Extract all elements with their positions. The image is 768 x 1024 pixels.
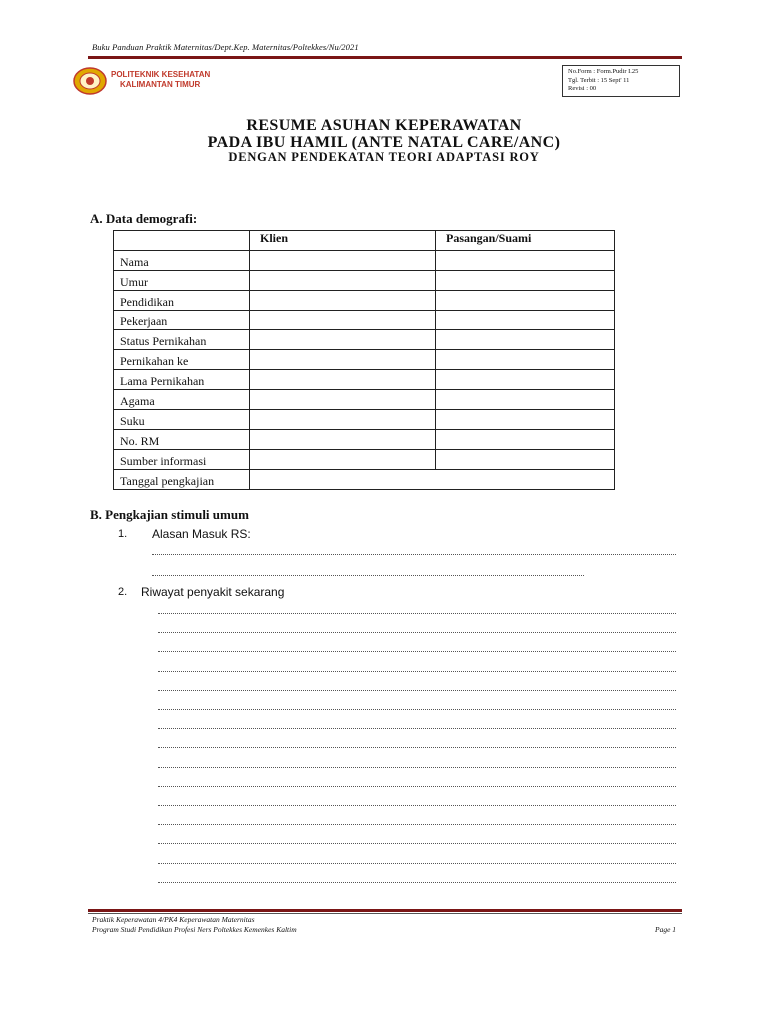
answer-line[interactable] (158, 709, 676, 710)
institution-logo (72, 66, 108, 96)
footer-course: Praktik Keperawatan 4/PK4 Keperawatan Maternitas (92, 915, 255, 924)
klien-field[interactable] (250, 429, 436, 449)
document-subtitle: DENGAN PENDEKATAN TEORI ADAPTASI ROY (228, 150, 540, 164)
pasangan-field[interactable] (436, 390, 615, 410)
footer-rule (88, 909, 682, 912)
footer-rule-thin (88, 913, 682, 914)
section-b-heading: B. Pengkajian stimuli umum (90, 507, 249, 522)
table-header-row (114, 231, 615, 251)
row-label: Lama Pernikahan (114, 370, 250, 390)
pasangan-field[interactable] (436, 350, 615, 370)
section-a-heading: A. Data demografi: (90, 211, 198, 226)
pasangan-field[interactable] (436, 330, 615, 350)
table-row (114, 250, 615, 270)
klien-field[interactable] (250, 449, 436, 469)
header-rule (88, 56, 682, 59)
question-1-label: Alasan Masuk RS: (152, 527, 251, 541)
answer-line[interactable] (152, 554, 676, 555)
pasangan-field[interactable] (436, 370, 615, 390)
document-title-line1: RESUME ASUHAN KEPERAWATAN (246, 117, 522, 134)
table-header-cell: Pasangan/Suami (436, 231, 615, 251)
form-info-box (562, 65, 680, 97)
answer-line[interactable] (158, 728, 676, 729)
answer-line[interactable] (158, 786, 676, 787)
pasangan-field[interactable] (436, 270, 615, 290)
question-2-number: 2. (118, 586, 128, 598)
row-label: Sumber informasi (114, 449, 250, 469)
form-issue-date: Tgl. Terbit : 15 Sept' 11 (568, 76, 630, 84)
table-row (114, 310, 615, 330)
table-row (114, 390, 615, 410)
institution-name-line1: POLITEKNIK KESEHATAN (111, 70, 211, 79)
table-row (114, 429, 615, 449)
klien-field[interactable] (250, 250, 436, 270)
answer-line[interactable] (158, 671, 676, 672)
answer-line[interactable] (158, 613, 676, 614)
answer-line[interactable] (158, 747, 676, 748)
row-label: Status Pernikahan (114, 330, 250, 350)
answer-line[interactable] (158, 767, 676, 768)
row-label: Nama (114, 250, 250, 270)
form-revision: Revisi : 00 (568, 85, 597, 92)
table-header-cell (114, 231, 250, 251)
klien-field[interactable] (250, 370, 436, 390)
table-row (114, 449, 615, 469)
answer-line[interactable] (158, 805, 676, 806)
footer-program: Program Studi Pendidikan Profesi Ners Poltekkes Kemenkes Kaltim (92, 925, 297, 934)
klien-field[interactable] (250, 310, 436, 330)
klien-field[interactable] (250, 270, 436, 290)
answer-line[interactable] (158, 690, 676, 691)
institution-name-line2: KALIMANTAN TIMUR (120, 80, 201, 89)
answer-line[interactable] (158, 824, 676, 825)
table-header-cell: Klien (250, 231, 436, 251)
pasangan-field[interactable] (436, 410, 615, 430)
row-label: No. RM (114, 429, 250, 449)
table-row (114, 330, 615, 350)
answer-line[interactable] (158, 651, 676, 652)
klien-field[interactable] (250, 410, 436, 430)
pasangan-field[interactable] (436, 250, 615, 270)
row-label: Agama (114, 390, 250, 410)
row-label: Umur (114, 270, 250, 290)
pasangan-field[interactable] (436, 290, 615, 310)
table-row (114, 370, 615, 390)
klien-field[interactable] (250, 390, 436, 410)
logo-emblem-icon (72, 66, 108, 96)
form-number: No.Form : Form.Pudir I.25 (568, 68, 639, 75)
pasangan-field[interactable] (436, 429, 615, 449)
question-1-number: 1. (118, 528, 128, 540)
klien-field[interactable] (250, 290, 436, 310)
row-label: Suku (114, 410, 250, 430)
answer-line[interactable] (152, 575, 584, 576)
row-label: Pendidikan (114, 290, 250, 310)
table-row (114, 270, 615, 290)
table-row-date (114, 469, 615, 489)
table-row (114, 410, 615, 430)
assessment-date-field[interactable] (250, 469, 615, 489)
table-row (114, 290, 615, 310)
answer-line[interactable] (158, 882, 676, 883)
table-row (114, 350, 615, 370)
klien-field[interactable] (250, 350, 436, 370)
running-header: Buku Panduan Praktik Maternitas/Dept.Kep. Maternitas/Poltekkes/Nu/2021 (92, 42, 359, 52)
answer-line[interactable] (158, 843, 676, 844)
klien-field[interactable] (250, 330, 436, 350)
answer-line[interactable] (158, 632, 676, 633)
page-number: Page 1 (655, 925, 677, 934)
pasangan-field[interactable] (436, 310, 615, 330)
document-title-line2: PADA IBU HAMIL (ANTE NATAL CARE/ANC) (207, 134, 561, 151)
demographic-table (113, 230, 615, 490)
row-label: Tanggal pengkajian (114, 469, 250, 489)
question-2-label: Riwayat penyakit sekarang (141, 585, 285, 599)
row-label: Pernikahan ke (114, 350, 250, 370)
answer-line[interactable] (158, 863, 676, 864)
row-label: Pekerjaan (114, 310, 250, 330)
pasangan-field[interactable] (436, 449, 615, 469)
